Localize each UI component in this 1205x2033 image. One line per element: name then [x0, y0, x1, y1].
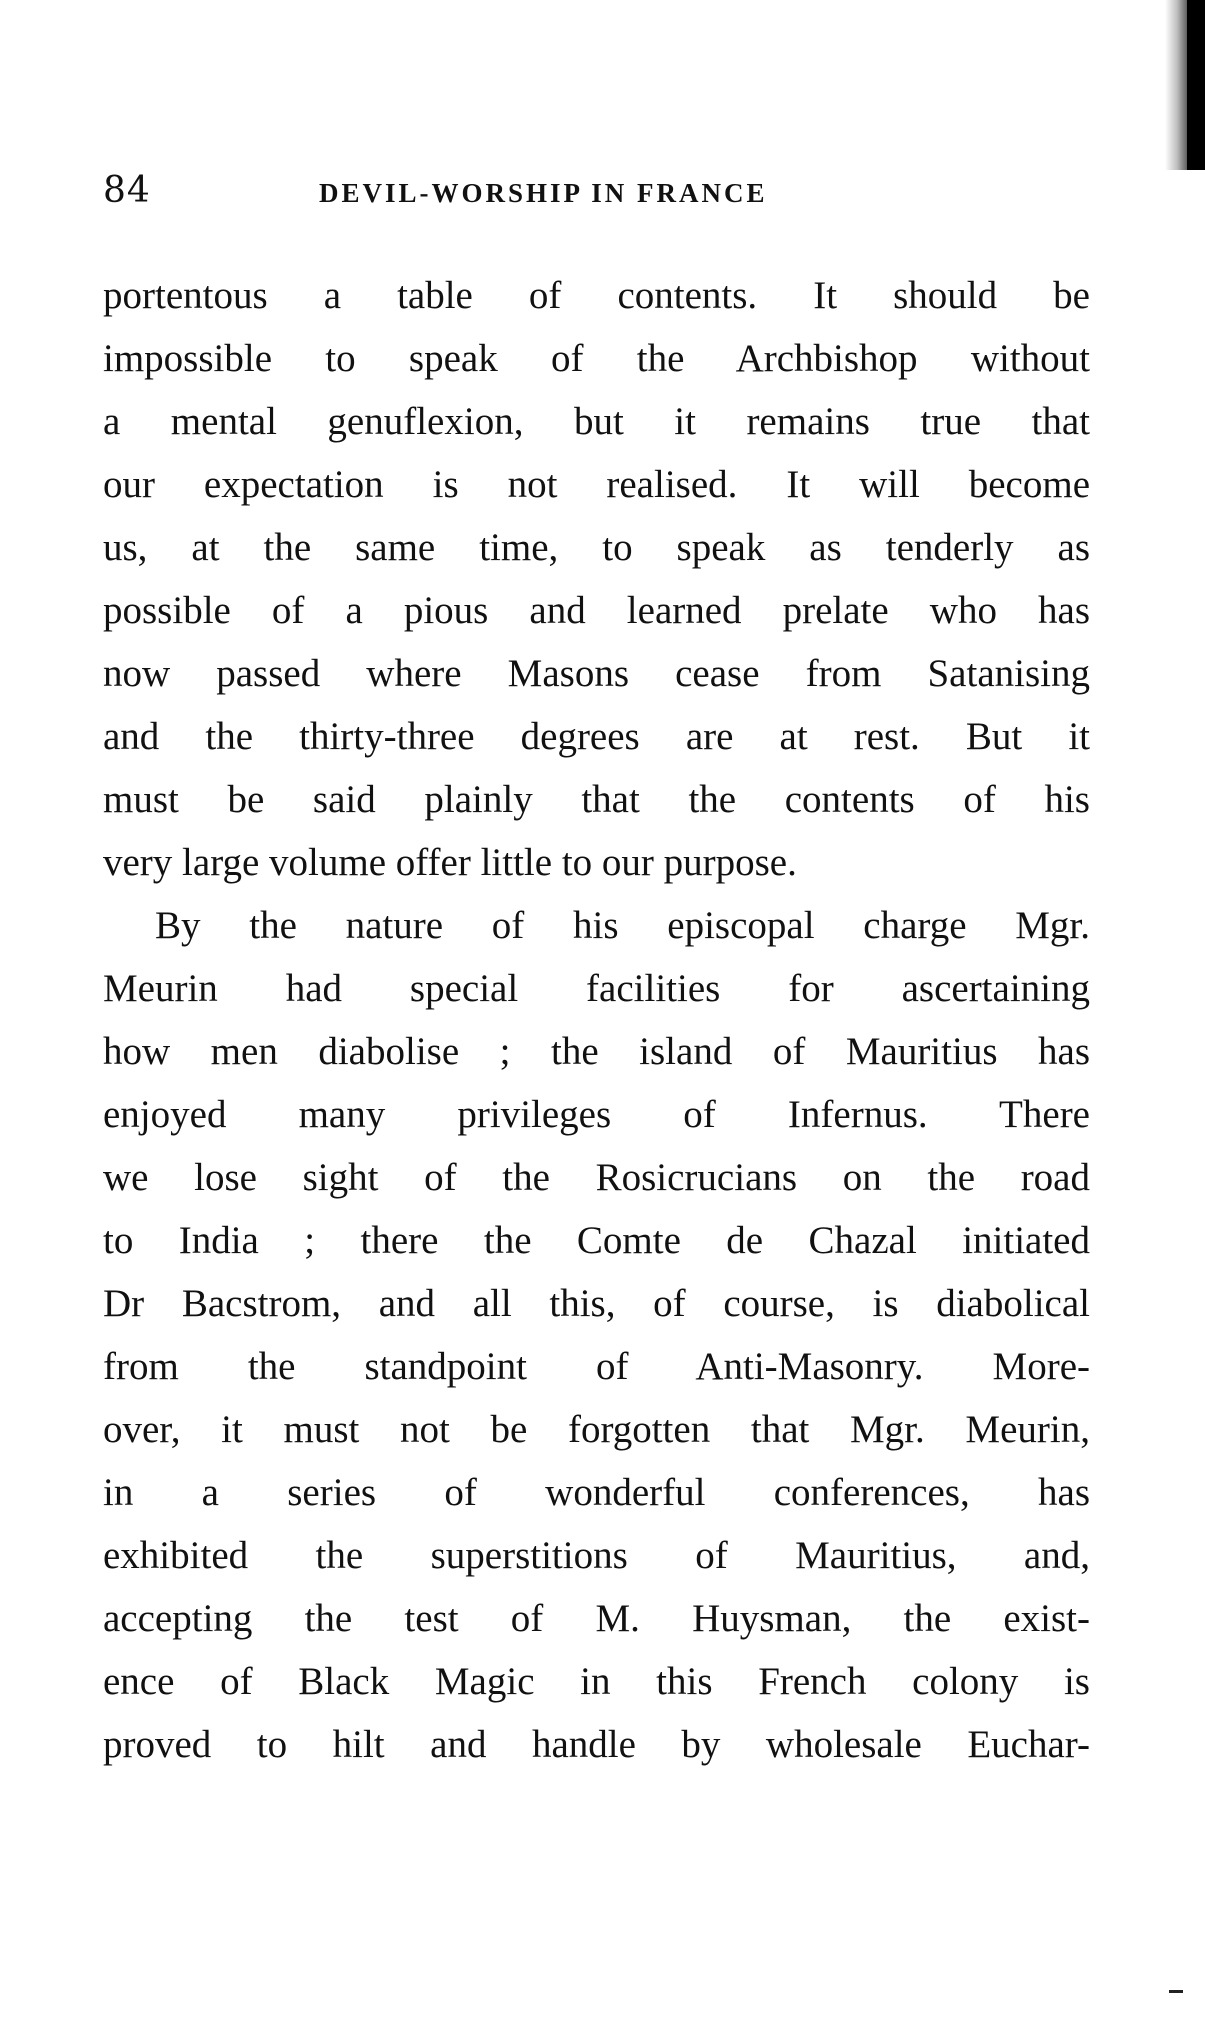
text-line: very large volume offer little to our purpose.	[103, 841, 797, 884]
page-number: 84	[103, 170, 151, 211]
text-line: our expectation is not realised. It will become	[103, 463, 1090, 506]
text-line: portentous a table of contents. It should be	[103, 274, 1090, 317]
scan-mark	[1169, 1990, 1183, 1993]
text-line: By the nature of his episcopal charge Mgr.	[155, 904, 1090, 947]
text-line: over, it must not be forgotten that Mgr. Meurin,	[103, 1408, 1090, 1451]
text-line: us, at the same time, to speak as tenderly as	[103, 526, 1090, 569]
text-line: proved to hilt and handle by wholesale Euchar-	[103, 1723, 1090, 1766]
text-line: how men diabolise ; the island of Mauritius has	[103, 1030, 1090, 1073]
text-line: Meurin had special facilities for ascertaining	[103, 967, 1090, 1010]
running-head: DEVIL-WORSHIP IN FRANCE	[319, 178, 768, 208]
body-text	[103, 264, 1090, 1776]
text-line: accepting the test of M. Huysman, the exist-	[103, 1597, 1090, 1640]
text-line: enjoyed many privileges of Infernus. There	[103, 1093, 1090, 1136]
text-line: a mental genuflexion, but it remains true that	[103, 400, 1090, 443]
text-line: must be said plainly that the contents of his	[103, 778, 1090, 821]
page-edge-shadow	[1165, 0, 1205, 170]
text-line: possible of a pious and learned prelate who has	[103, 589, 1090, 632]
text-line: to India ; there the Comte de Chazal initiated	[103, 1219, 1090, 1262]
text-line: we lose sight of the Rosicrucians on the road	[103, 1156, 1090, 1199]
text-line: ence of Black Magic in this French colony is	[103, 1660, 1090, 1703]
text-line: and the thirty-three degrees are at rest. But it	[103, 715, 1090, 758]
text-line: exhibited the superstitions of Mauritius, and,	[103, 1534, 1090, 1577]
text-line: impossible to speak of the Archbishop without	[103, 337, 1090, 380]
text-line: in a series of wonderful conferences, has	[103, 1471, 1090, 1514]
text-line: from the standpoint of Anti-Masonry. More-	[103, 1345, 1090, 1388]
text-line: now passed where Masons cease from Satanising	[103, 652, 1090, 695]
text-line: Dr Bacstrom, and all this, of course, is diabolical	[103, 1282, 1090, 1325]
page-header	[103, 170, 1093, 220]
